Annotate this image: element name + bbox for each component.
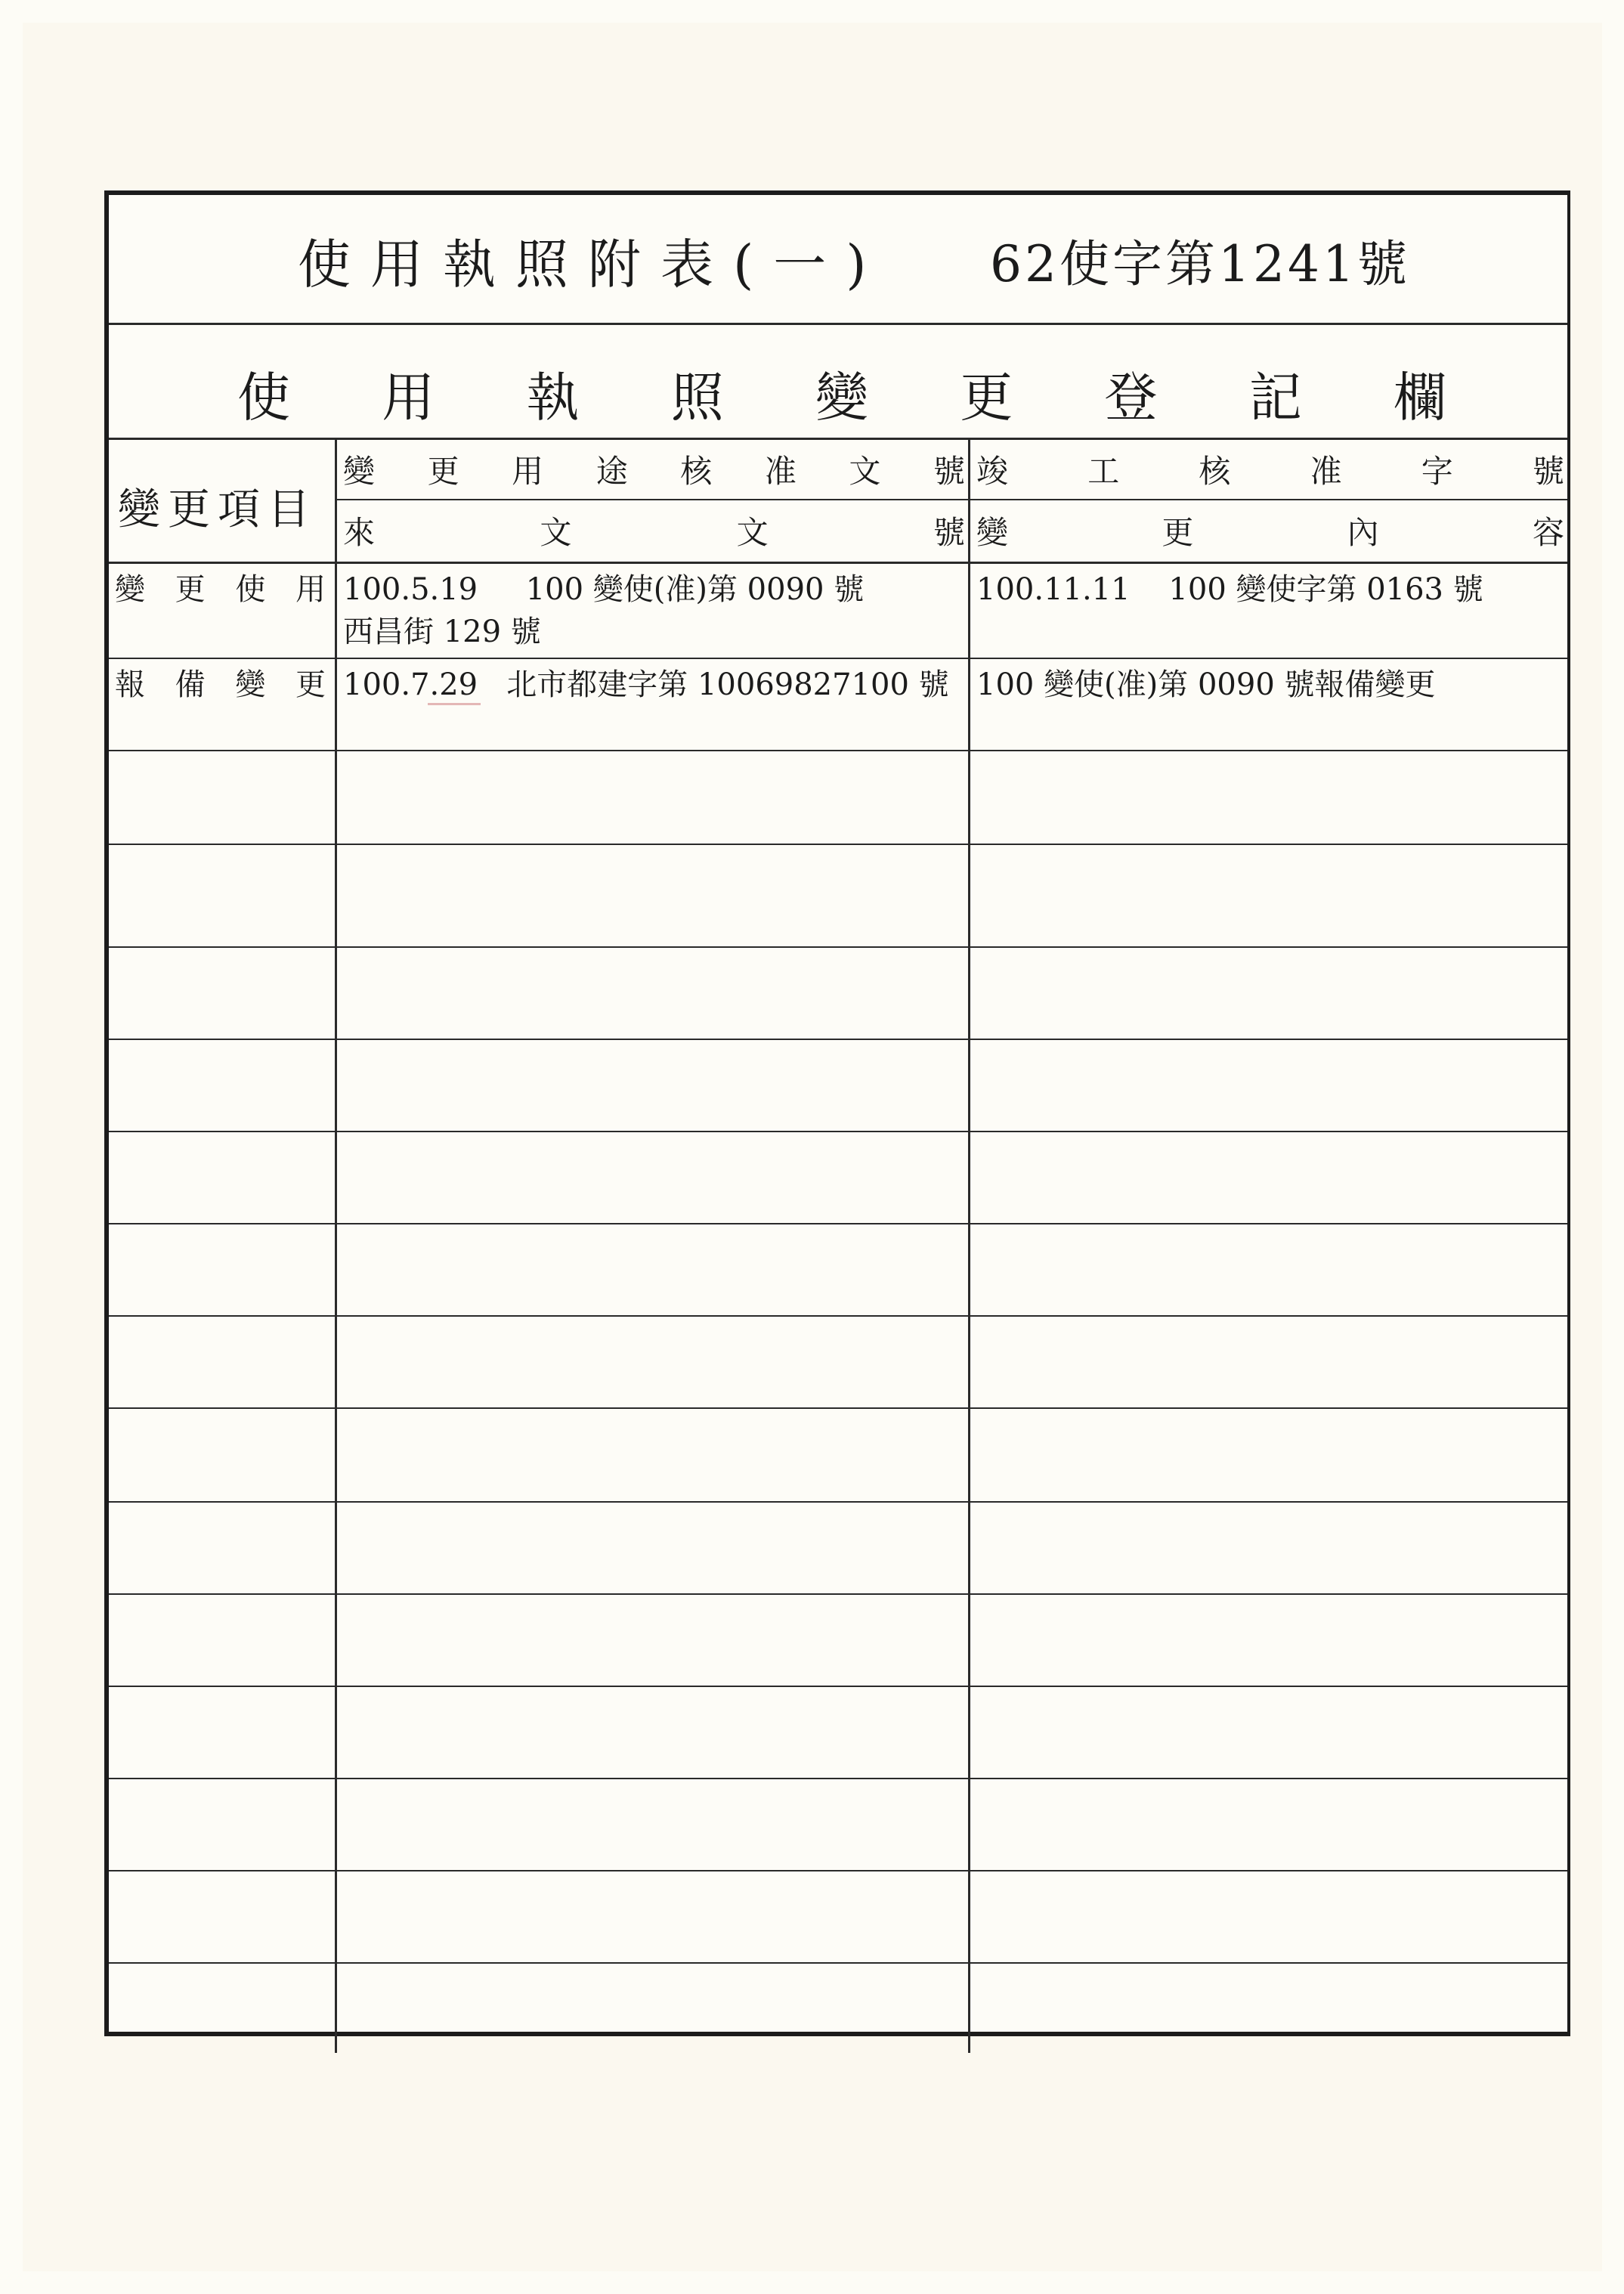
header-char: 文 [540, 514, 572, 551]
table-row-empty [109, 845, 1567, 948]
empty-cell [970, 751, 1567, 844]
item-char: 備 [175, 667, 206, 702]
table-header [109, 440, 1567, 564]
header-char: 變 [976, 514, 1009, 551]
subtitle-char: 變 [815, 367, 868, 429]
table-row-empty [109, 1871, 1567, 1964]
approval-doc-cell [337, 659, 970, 750]
empty-cell [109, 751, 337, 844]
empty-cell [970, 1132, 1567, 1223]
table-row-empty [109, 1687, 1567, 1779]
table-body [109, 564, 1567, 2053]
header-approval-number [337, 440, 968, 500]
header-char: 准 [1310, 453, 1342, 490]
empty-cell [970, 1595, 1567, 1686]
item-char: 使 [235, 572, 266, 607]
empty-cell [109, 845, 337, 946]
empty-cell [970, 1409, 1567, 1501]
empty-cell [337, 751, 970, 844]
header-char: 號 [933, 453, 965, 490]
subtitle-char: 用 [382, 367, 435, 429]
empty-cell [970, 1040, 1567, 1131]
table-row-empty [109, 1503, 1567, 1595]
empty-cell [337, 1224, 970, 1315]
header-completion [970, 440, 1567, 562]
change-item-cell [109, 564, 337, 658]
empty-cell [337, 1503, 970, 1593]
change-content-cell [970, 659, 1567, 750]
table-row-empty [109, 1779, 1567, 1871]
header-char: 容 [1532, 514, 1564, 551]
header-char: 更 [427, 453, 459, 490]
header-char: 用 [512, 453, 544, 490]
header-char: 號 [933, 514, 965, 551]
header-change-item-label: 變更項目 [118, 485, 317, 534]
item-char: 更 [295, 667, 326, 702]
license-number: 62使字第1241號 [990, 235, 1410, 293]
header-char: 文 [736, 514, 769, 551]
header-char: 字 [1421, 453, 1453, 490]
item-char: 變 [115, 572, 145, 607]
empty-cell [109, 1317, 337, 1407]
empty-cell [109, 1040, 337, 1131]
empty-cell [109, 1409, 337, 1501]
empty-cell [337, 1317, 970, 1407]
table-row-empty [109, 1409, 1567, 1503]
empty-cell [109, 1595, 337, 1686]
empty-cell [337, 1871, 970, 1962]
table-row-empty [109, 1595, 1567, 1687]
subtitle-char: 登 [1104, 367, 1158, 429]
subtitle-char: 使 [237, 367, 290, 429]
table-row [109, 659, 1567, 751]
empty-cell [109, 1132, 337, 1223]
empty-cell [337, 1964, 970, 2053]
approval-doc-line: 100.5.19 100 變使(准)第 0090 號 [343, 572, 865, 607]
subtitle-char: 更 [960, 367, 1013, 429]
license-table [104, 190, 1570, 2036]
empty-cell [970, 1224, 1567, 1315]
subtitle-char: 記 [1248, 367, 1302, 429]
empty-cell [970, 1779, 1567, 1870]
table-row-empty [109, 1224, 1567, 1317]
header-char: 變 [343, 453, 376, 490]
empty-cell [970, 845, 1567, 946]
empty-cell [337, 1040, 970, 1131]
header-char: 途 [595, 453, 628, 490]
item-char: 變 [235, 667, 266, 702]
header-char: 號 [1532, 453, 1564, 490]
empty-cell [337, 1779, 970, 1870]
header-change-item [109, 440, 337, 562]
header-char: 內 [1347, 514, 1379, 551]
header-char: 文 [849, 453, 881, 490]
header-char: 准 [764, 453, 797, 490]
empty-cell [970, 1317, 1567, 1407]
header-incoming-doc-number [337, 500, 968, 561]
empty-cell [337, 1409, 970, 1501]
table-row-empty [109, 948, 1567, 1040]
empty-cell [109, 1224, 337, 1315]
table-row [109, 564, 1567, 659]
empty-cell [337, 1132, 970, 1223]
subtitle-row [109, 325, 1567, 440]
title-row [109, 195, 1567, 325]
red-underline-mark [428, 703, 481, 705]
empty-cell [109, 1503, 337, 1593]
change-content-line: 100 變使(准)第 0090 號報備變更 [976, 667, 1436, 702]
item-char: 更 [175, 572, 206, 607]
header-change-content [970, 500, 1567, 561]
header-char: 竣 [976, 453, 1009, 490]
empty-cell [970, 1503, 1567, 1593]
empty-cell [337, 1687, 970, 1778]
table-row-empty [109, 1317, 1567, 1409]
empty-cell [970, 1871, 1567, 1962]
subtitle-char: 照 [670, 367, 724, 429]
empty-rows [109, 751, 1567, 2053]
section-subtitle [237, 355, 1446, 432]
table-row-empty [109, 1132, 1567, 1224]
header-char: 來 [343, 514, 376, 551]
table-row-empty [109, 1040, 1567, 1132]
empty-cell [970, 1687, 1567, 1778]
completion-number-line: 100.11.11 100 變使字第 0163 號 [976, 572, 1483, 607]
empty-cell [109, 1871, 337, 1962]
empty-cell [109, 1779, 337, 1870]
table-row-empty [109, 751, 1567, 845]
item-char: 用 [295, 572, 326, 607]
header-char: 核 [680, 453, 713, 490]
subtitle-char: 欄 [1394, 367, 1446, 429]
header-char: 核 [1199, 453, 1231, 490]
empty-cell [337, 1595, 970, 1686]
address-line: 西昌街 129 號 [343, 615, 541, 649]
empty-cell [337, 845, 970, 946]
header-approval-doc [337, 440, 970, 562]
item-char: 報 [115, 667, 145, 702]
header-char: 工 [1087, 453, 1120, 490]
empty-cell [337, 948, 970, 1039]
header-completion-number [970, 440, 1567, 500]
page-title: 使用執照附表(一) [298, 234, 886, 296]
header-char: 更 [1162, 514, 1194, 551]
change-item-cell [109, 659, 337, 750]
table-row-empty [109, 1964, 1567, 2053]
empty-cell [970, 1964, 1567, 2053]
empty-cell [109, 1687, 337, 1778]
empty-cell [109, 948, 337, 1039]
empty-cell [109, 1964, 337, 2053]
subtitle-char: 執 [526, 367, 580, 429]
completion-cell [970, 564, 1567, 658]
approval-doc-cell [337, 564, 970, 658]
incoming-doc-line: 100.7.29 北市都建字第 10069827100 號 [343, 667, 949, 702]
empty-cell [970, 948, 1567, 1039]
